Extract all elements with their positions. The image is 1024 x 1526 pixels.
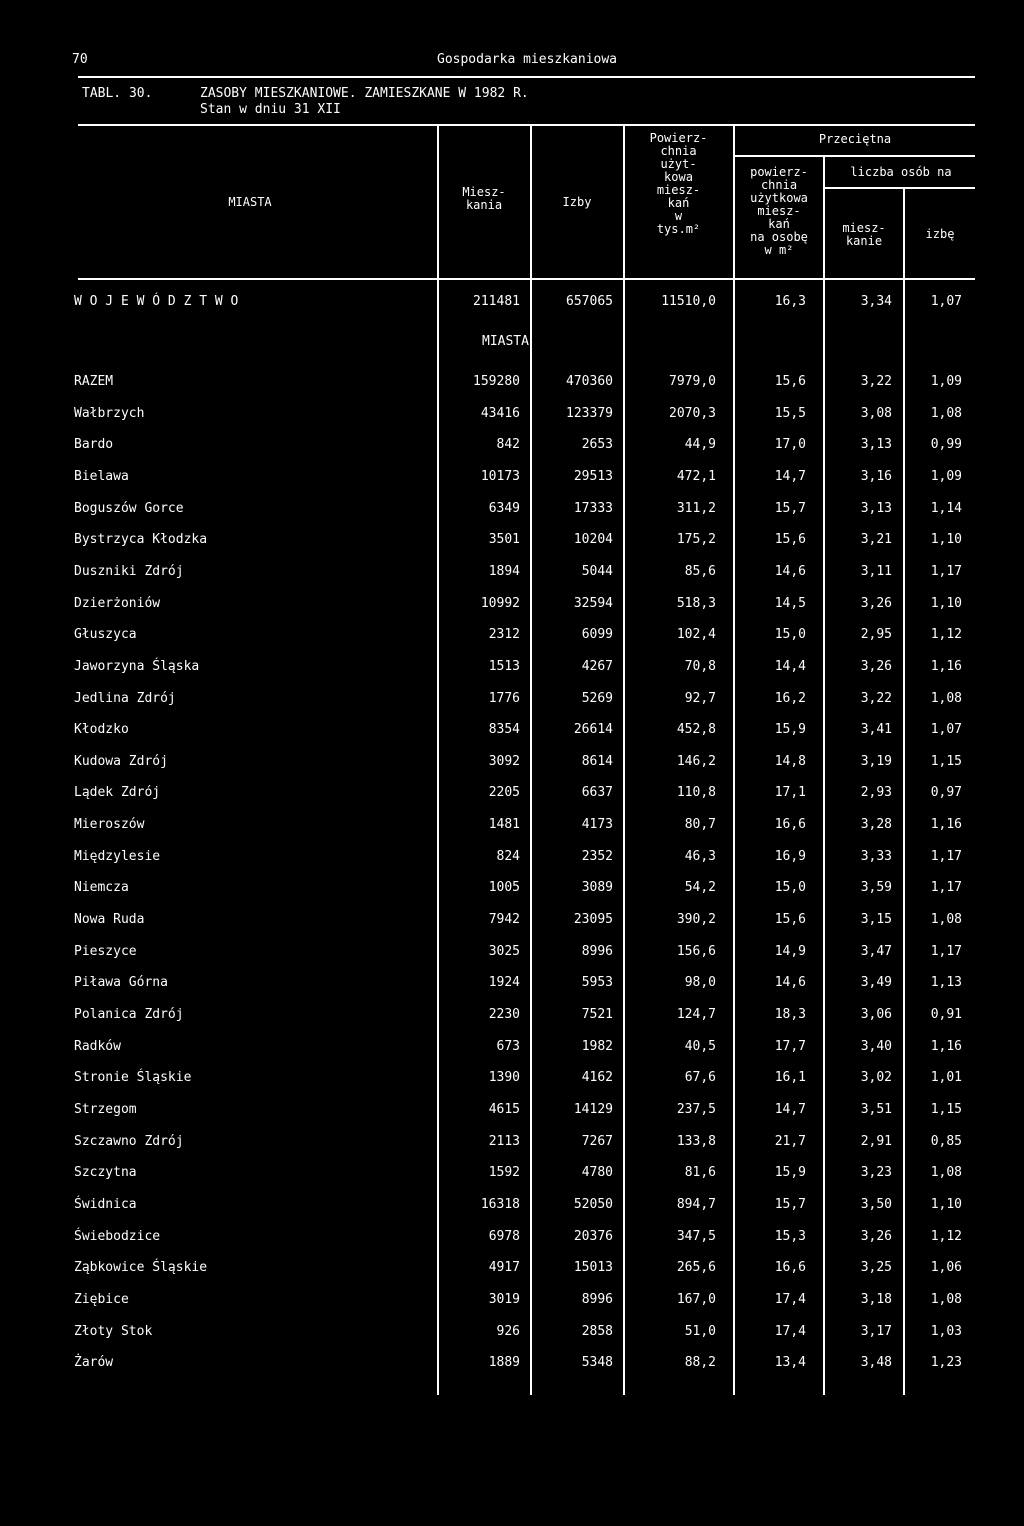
cell-osob-izbe: 1,17 xyxy=(930,849,962,864)
table-label: TABL. 30. xyxy=(82,86,153,101)
row-city-name: Boguszów Gorce xyxy=(74,501,184,516)
cell-izby: 6637 xyxy=(581,785,613,800)
body-vline-5 xyxy=(823,280,825,1395)
cell-osob-mieszkanie: 3,22 xyxy=(860,691,892,706)
voiv-izby: 657065 xyxy=(566,294,613,309)
cell-osob-mieszkanie: 3,28 xyxy=(860,817,892,832)
cell-osob-mieszkanie: 2,93 xyxy=(860,785,892,800)
cell-osob-izbe: 0,97 xyxy=(930,785,962,800)
cell-osob-izbe: 0,85 xyxy=(930,1134,962,1149)
cell-pow-na-osobe: 18,3 xyxy=(774,1007,806,1022)
cell-pow-na-osobe: 15,9 xyxy=(774,722,806,737)
cell-osob-mieszkanie: 3,50 xyxy=(860,1197,892,1212)
cell-izby: 7267 xyxy=(581,1134,613,1149)
cell-osob-izbe: 1,17 xyxy=(930,880,962,895)
cell-pow-na-osobe: 17,1 xyxy=(774,785,806,800)
cell-pow-na-osobe: 21,7 xyxy=(774,1134,806,1149)
hdr-vline-1 xyxy=(437,126,439,278)
cell-osob-mieszkanie: 2,91 xyxy=(860,1134,892,1149)
row-city-name: Stronie Śląskie xyxy=(74,1070,192,1085)
cell-mieszkania: 43416 xyxy=(480,406,520,421)
cell-powierzchnia: 124,7 xyxy=(676,1007,716,1022)
section-label: MIASTA xyxy=(482,334,529,349)
cell-izby: 4780 xyxy=(581,1165,613,1180)
cell-osob-izbe: 1,07 xyxy=(930,722,962,737)
cell-powierzchnia: 85,6 xyxy=(684,564,716,579)
cell-mieszkania: 824 xyxy=(496,849,520,864)
cell-izby: 5348 xyxy=(581,1355,613,1370)
cell-pow-na-osobe: 16,6 xyxy=(774,1260,806,1275)
cell-izby: 10204 xyxy=(573,532,613,547)
cell-osob-izbe: 0,99 xyxy=(930,437,962,452)
row-city-name: Jaworzyna Śląska xyxy=(74,659,200,674)
cell-osob-izbe: 1,10 xyxy=(930,596,962,611)
row-city-name: RAZEM xyxy=(74,374,114,389)
row-city-name: Wałbrzych xyxy=(74,406,145,421)
top-rule xyxy=(78,76,975,78)
row-city-name: Kłodzko xyxy=(74,722,129,737)
row-city-name: Bardo xyxy=(74,437,114,452)
cell-pow-na-osobe: 15,7 xyxy=(774,1197,806,1212)
cell-pow-na-osobe: 17,7 xyxy=(774,1039,806,1054)
cell-mieszkania: 926 xyxy=(496,1324,520,1339)
cell-izby: 6099 xyxy=(581,627,613,642)
cell-osob-mieszkanie: 3,13 xyxy=(860,501,892,516)
row-city-name: Piława Górna xyxy=(74,975,168,990)
cell-izby: 4267 xyxy=(581,659,613,674)
cell-pow-na-osobe: 16,9 xyxy=(774,849,806,864)
row-city-name: Lądek Zdrój xyxy=(74,785,161,800)
cell-pow-na-osobe: 15,3 xyxy=(774,1229,806,1244)
cell-pow-na-osobe: 15,5 xyxy=(774,406,806,421)
cell-osob-mieszkanie: 3,41 xyxy=(860,722,892,737)
cell-osob-izbe: 1,06 xyxy=(930,1260,962,1275)
cell-pow-na-osobe: 14,8 xyxy=(774,754,806,769)
cell-mieszkania: 1894 xyxy=(488,564,520,579)
cell-izby: 8614 xyxy=(581,754,613,769)
cell-izby: 2858 xyxy=(581,1324,613,1339)
voiv-powierzchnia: 11510,0 xyxy=(661,294,716,309)
cell-pow-na-osobe: 14,6 xyxy=(774,564,806,579)
row-city-name: Żarów xyxy=(74,1355,114,1370)
row-city-name: Świdnica xyxy=(74,1197,137,1212)
cell-pow-na-osobe: 15,6 xyxy=(774,532,806,547)
cell-pow-na-osobe: 16,6 xyxy=(774,817,806,832)
row-city-name: Głuszyca xyxy=(74,627,137,642)
cell-pow-na-osobe: 15,0 xyxy=(774,627,806,642)
body-vline-4 xyxy=(733,280,735,1395)
cell-mieszkania: 3501 xyxy=(488,532,520,547)
cell-mieszkania: 1924 xyxy=(488,975,520,990)
cell-mieszkania: 4917 xyxy=(488,1260,520,1275)
cell-mieszkania: 159280 xyxy=(473,374,520,389)
cell-mieszkania: 842 xyxy=(496,437,520,452)
row-city-name: Nowa Ruda xyxy=(74,912,145,927)
cell-osob-izbe: 1,08 xyxy=(930,691,962,706)
table-title: ZASOBY MIESZKANIOWE. ZAMIESZKANE W 1982 R. xyxy=(200,86,529,101)
body-vline-1 xyxy=(437,280,439,1395)
row-city-name: Strzegom xyxy=(74,1102,137,1117)
hdr-vline-5 xyxy=(823,157,825,278)
cell-mieszkania: 10173 xyxy=(480,469,520,484)
cell-mieszkania: 10992 xyxy=(480,596,520,611)
cell-osob-izbe: 1,08 xyxy=(930,1165,962,1180)
cell-pow-na-osobe: 17,4 xyxy=(774,1324,806,1339)
voiv-osob-izbe: 1,07 xyxy=(930,294,962,309)
cell-osob-mieszkanie: 3,21 xyxy=(860,532,892,547)
przecietna-rule xyxy=(735,155,975,157)
cell-izby: 52050 xyxy=(573,1197,613,1212)
hdr-vline-4 xyxy=(733,126,735,278)
cell-powierzchnia: 67,6 xyxy=(684,1070,716,1085)
cell-pow-na-osobe: 14,7 xyxy=(774,1102,806,1117)
page-number: 70 xyxy=(72,52,88,67)
row-city-name: Międzylesie xyxy=(74,849,161,864)
cell-osob-izbe: 1,15 xyxy=(930,754,962,769)
voiv-mieszkania: 211481 xyxy=(473,294,520,309)
cell-osob-mieszkanie: 3,47 xyxy=(860,944,892,959)
cell-mieszkania: 2113 xyxy=(488,1134,520,1149)
cell-izby: 2653 xyxy=(581,437,613,452)
cell-izby: 5953 xyxy=(581,975,613,990)
cell-osob-izbe: 1,17 xyxy=(930,944,962,959)
cell-powierzchnia: 347,5 xyxy=(676,1229,716,1244)
cell-pow-na-osobe: 14,6 xyxy=(774,975,806,990)
cell-osob-mieszkanie: 3,23 xyxy=(860,1165,892,1180)
cell-pow-na-osobe: 14,9 xyxy=(774,944,806,959)
cell-izby: 4162 xyxy=(581,1070,613,1085)
cell-mieszkania: 8354 xyxy=(488,722,520,737)
body-vline-3 xyxy=(623,280,625,1395)
row-city-name: Bystrzyca Kłodzka xyxy=(74,532,208,547)
row-city-name: Świebodzice xyxy=(74,1229,161,1244)
cell-powierzchnia: 175,2 xyxy=(676,532,716,547)
cell-osob-mieszkanie: 3,16 xyxy=(860,469,892,484)
voiv-pow-na-osobe: 16,3 xyxy=(774,294,806,309)
liczba-rule xyxy=(825,187,975,189)
cell-izby: 23095 xyxy=(573,912,613,927)
cell-pow-na-osobe: 16,1 xyxy=(774,1070,806,1085)
cell-mieszkania: 673 xyxy=(496,1039,520,1054)
row-city-name: Dzierżoniów xyxy=(74,596,161,611)
cell-osob-izbe: 1,10 xyxy=(930,1197,962,1212)
cell-powierzchnia: 70,8 xyxy=(684,659,716,674)
voiv-osob-mieszkanie: 3,34 xyxy=(860,294,892,309)
cell-mieszkania: 1513 xyxy=(488,659,520,674)
row-city-name: Bielawa xyxy=(74,469,129,484)
body-vline-2 xyxy=(530,280,532,1395)
hdr-vline-3 xyxy=(623,126,625,278)
cell-pow-na-osobe: 17,0 xyxy=(774,437,806,452)
cell-osob-mieszkanie: 3,17 xyxy=(860,1324,892,1339)
row-city-name: Polanica Zdrój xyxy=(74,1007,184,1022)
cell-pow-na-osobe: 14,5 xyxy=(774,596,806,611)
cell-mieszkania: 7942 xyxy=(488,912,520,927)
cell-izby: 14129 xyxy=(573,1102,613,1117)
cell-powierzchnia: 311,2 xyxy=(676,501,716,516)
cell-osob-mieszkanie: 3,02 xyxy=(860,1070,892,1085)
cell-osob-mieszkanie: 3,08 xyxy=(860,406,892,421)
cell-osob-mieszkanie: 3,06 xyxy=(860,1007,892,1022)
cell-pow-na-osobe: 14,7 xyxy=(774,469,806,484)
cell-powierzchnia: 81,6 xyxy=(684,1165,716,1180)
cell-powierzchnia: 237,5 xyxy=(676,1102,716,1117)
cell-izby: 1982 xyxy=(581,1039,613,1054)
cell-powierzchnia: 452,8 xyxy=(676,722,716,737)
cell-mieszkania: 1005 xyxy=(488,880,520,895)
cell-pow-na-osobe: 16,2 xyxy=(774,691,806,706)
row-city-name: Pieszyce xyxy=(74,944,137,959)
cell-pow-na-osobe: 15,6 xyxy=(774,912,806,927)
cell-osob-mieszkanie: 3,15 xyxy=(860,912,892,927)
cell-powierzchnia: 390,2 xyxy=(676,912,716,927)
cell-powierzchnia: 2070,3 xyxy=(669,406,716,421)
cell-izby: 2352 xyxy=(581,849,613,864)
cell-powierzchnia: 80,7 xyxy=(684,817,716,832)
cell-pow-na-osobe: 15,9 xyxy=(774,1165,806,1180)
cell-osob-mieszkanie: 3,51 xyxy=(860,1102,892,1117)
col-mieszkanie: miesz- kanie xyxy=(842,221,886,248)
cell-osob-izbe: 1,23 xyxy=(930,1355,962,1370)
row-city-name: Mieroszów xyxy=(74,817,145,832)
table-subtitle: Stan w dniu 31 XII xyxy=(200,102,341,117)
cell-osob-mieszkanie: 3,40 xyxy=(860,1039,892,1054)
cell-mieszkania: 2230 xyxy=(488,1007,520,1022)
row-city-name: Radków xyxy=(74,1039,121,1054)
cell-osob-mieszkanie: 3,26 xyxy=(860,1229,892,1244)
cell-osob-mieszkanie: 3,48 xyxy=(860,1355,892,1370)
cell-izby: 20376 xyxy=(573,1229,613,1244)
voivodeship-label: W O J E W Ó D Z T W O xyxy=(74,294,239,309)
cell-osob-izbe: 0,91 xyxy=(930,1007,962,1022)
cell-powierzchnia: 88,2 xyxy=(684,1355,716,1370)
row-city-name: Jedlina Zdrój xyxy=(74,691,176,706)
header-top-rule xyxy=(78,124,975,126)
cell-mieszkania: 16318 xyxy=(480,1197,520,1212)
row-city-name: Duszniki Zdrój xyxy=(74,564,184,579)
cell-mieszkania: 6978 xyxy=(488,1229,520,1244)
cell-izby: 3089 xyxy=(581,880,613,895)
cell-osob-mieszkanie: 3,22 xyxy=(860,374,892,389)
row-city-name: Ziębice xyxy=(74,1292,129,1307)
cell-pow-na-osobe: 15,7 xyxy=(774,501,806,516)
row-city-name: Niemcza xyxy=(74,880,129,895)
cell-izby: 4173 xyxy=(581,817,613,832)
cell-pow-na-osobe: 14,4 xyxy=(774,659,806,674)
cell-izby: 5269 xyxy=(581,691,613,706)
cell-mieszkania: 1390 xyxy=(488,1070,520,1085)
cell-powierzchnia: 146,2 xyxy=(676,754,716,769)
cell-osob-mieszkanie: 3,59 xyxy=(860,880,892,895)
cell-powierzchnia: 102,4 xyxy=(676,627,716,642)
cell-izby: 17333 xyxy=(573,501,613,516)
cell-pow-na-osobe: 17,4 xyxy=(774,1292,806,1307)
cell-osob-mieszkanie: 3,11 xyxy=(860,564,892,579)
cell-powierzchnia: 156,6 xyxy=(676,944,716,959)
cell-powierzchnia: 167,0 xyxy=(676,1292,716,1307)
cell-powierzchnia: 894,7 xyxy=(676,1197,716,1212)
row-city-name: Kudowa Zdrój xyxy=(74,754,168,769)
cell-mieszkania: 2312 xyxy=(488,627,520,642)
col-miasta: MIASTA xyxy=(228,195,272,209)
col-mieszkania: Miesz- kania xyxy=(462,185,506,212)
cell-osob-izbe: 1,08 xyxy=(930,406,962,421)
cell-osob-izbe: 1,08 xyxy=(930,912,962,927)
cell-mieszkania: 3092 xyxy=(488,754,520,769)
header-bottom-rule xyxy=(78,278,975,280)
row-city-name: Złoty Stok xyxy=(74,1324,153,1339)
cell-mieszkania: 1776 xyxy=(488,691,520,706)
cell-pow-na-osobe: 15,0 xyxy=(774,880,806,895)
cell-osob-izbe: 1,12 xyxy=(930,1229,962,1244)
cell-osob-mieszkanie: 3,26 xyxy=(860,659,892,674)
cell-izby: 15013 xyxy=(573,1260,613,1275)
cell-osob-mieszkanie: 3,25 xyxy=(860,1260,892,1275)
cell-izby: 29513 xyxy=(573,469,613,484)
cell-osob-izbe: 1,03 xyxy=(930,1324,962,1339)
cell-powierzchnia: 98,0 xyxy=(684,975,716,990)
cell-osob-mieszkanie: 2,95 xyxy=(860,627,892,642)
cell-mieszkania: 6349 xyxy=(488,501,520,516)
cell-powierzchnia: 51,0 xyxy=(684,1324,716,1339)
cell-powierzchnia: 44,9 xyxy=(684,437,716,452)
cell-pow-na-osobe: 13,4 xyxy=(774,1355,806,1370)
cell-osob-izbe: 1,09 xyxy=(930,469,962,484)
cell-osob-mieszkanie: 3,33 xyxy=(860,849,892,864)
cell-mieszkania: 1889 xyxy=(488,1355,520,1370)
cell-osob-izbe: 1,08 xyxy=(930,1292,962,1307)
col-izby: Izby xyxy=(562,195,592,209)
body-vline-6 xyxy=(903,280,905,1395)
cell-mieszkania: 1592 xyxy=(488,1165,520,1180)
cell-osob-izbe: 1,16 xyxy=(930,1039,962,1054)
cell-osob-izbe: 1,01 xyxy=(930,1070,962,1085)
cell-powierzchnia: 472,1 xyxy=(676,469,716,484)
cell-osob-mieszkanie: 3,13 xyxy=(860,437,892,452)
cell-izby: 7521 xyxy=(581,1007,613,1022)
col-pow-na-osobe: powierz- chnia użytkowa miesz- kań na osobę w m² xyxy=(750,165,808,257)
col-liczba-osob: liczba osób na xyxy=(850,165,952,179)
cell-osob-mieszkanie: 3,49 xyxy=(860,975,892,990)
cell-izby: 123379 xyxy=(566,406,613,421)
cell-osob-izbe: 1,13 xyxy=(930,975,962,990)
cell-mieszkania: 3025 xyxy=(488,944,520,959)
cell-mieszkania: 2205 xyxy=(488,785,520,800)
hdr-vline-2 xyxy=(530,126,532,278)
cell-powierzchnia: 7979,0 xyxy=(669,374,716,389)
cell-osob-izbe: 1,09 xyxy=(930,374,962,389)
cell-osob-izbe: 1,12 xyxy=(930,627,962,642)
cell-powierzchnia: 54,2 xyxy=(684,880,716,895)
col-powierzchnia: Powierz- chnia użyt- kowa miesz- kań w tys.m² xyxy=(649,131,708,236)
cell-osob-mieszkanie: 3,19 xyxy=(860,754,892,769)
cell-osob-izbe: 1,10 xyxy=(930,532,962,547)
cell-osob-mieszkanie: 3,18 xyxy=(860,1292,892,1307)
cell-powierzchnia: 92,7 xyxy=(684,691,716,706)
cell-powierzchnia: 265,6 xyxy=(676,1260,716,1275)
cell-powierzchnia: 133,8 xyxy=(676,1134,716,1149)
cell-mieszkania: 4615 xyxy=(488,1102,520,1117)
cell-izby: 32594 xyxy=(573,596,613,611)
cell-osob-izbe: 1,15 xyxy=(930,1102,962,1117)
cell-osob-izbe: 1,16 xyxy=(930,817,962,832)
cell-izby: 8996 xyxy=(581,944,613,959)
row-city-name: Ząbkowice Śląskie xyxy=(74,1260,208,1275)
running-title: Gospodarka mieszkaniowa xyxy=(437,52,618,67)
cell-osob-mieszkanie: 3,26 xyxy=(860,596,892,611)
cell-izby: 26614 xyxy=(573,722,613,737)
cell-mieszkania: 1481 xyxy=(488,817,520,832)
cell-izby: 8996 xyxy=(581,1292,613,1307)
cell-mieszkania: 3019 xyxy=(488,1292,520,1307)
cell-powierzchnia: 40,5 xyxy=(684,1039,716,1054)
row-city-name: Szczawno Zdrój xyxy=(74,1134,184,1149)
col-przecietna: Przeciętna xyxy=(818,132,892,146)
cell-izby: 470360 xyxy=(566,374,613,389)
cell-powierzchnia: 46,3 xyxy=(684,849,716,864)
cell-powierzchnia: 518,3 xyxy=(676,596,716,611)
row-city-name: Szczytna xyxy=(74,1165,137,1180)
cell-osob-izbe: 1,14 xyxy=(930,501,962,516)
col-izbe: izbę xyxy=(925,227,955,241)
cell-powierzchnia: 110,8 xyxy=(676,785,716,800)
cell-osob-izbe: 1,17 xyxy=(930,564,962,579)
cell-osob-izbe: 1,16 xyxy=(930,659,962,674)
hdr-vline-6 xyxy=(903,189,905,278)
cell-pow-na-osobe: 15,6 xyxy=(774,374,806,389)
cell-izby: 5044 xyxy=(581,564,613,579)
